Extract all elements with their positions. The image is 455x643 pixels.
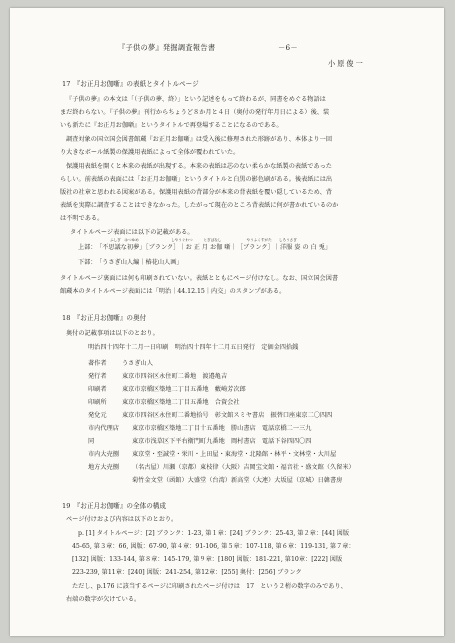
contents-line: 223-239, 第11章：[240] 図版：241-254, 第12章：[255] 奥付：[256] ブランク: [72, 569, 302, 576]
page-number: －6－: [278, 43, 298, 52]
contents-line: 45-65, 第３章：66, 図版：67-90, 第４章：91-106, 第５章：107-118, 第６章：119-131, 第７章：: [72, 543, 355, 550]
document-title: 『子供の夢』発掘調査報告書: [118, 43, 216, 52]
title-upper-ruby: ふしぎ はつゆめ しやうぐわつ とぎばなし やうふくすがた しろうさぎ: [110, 238, 297, 242]
title-lower-label: 下部：: [78, 259, 97, 266]
colophon-label: 発行者: [88, 373, 107, 380]
document-page: [10, 8, 444, 636]
contents-line: [132] 図版：133-144, 第８章：145-179, 第９章：[180] 図版：181-221, 第10章：[222] 図版: [72, 556, 343, 563]
sec17-p1-line1: 『子供の夢』の本文は「（子供の夢、終）」という記述をもって終わるが、同書をめぐる物語は: [66, 96, 326, 103]
colophon-label: 印刷所: [88, 399, 107, 406]
colophon-label: 印刷者: [88, 386, 107, 393]
sec17-p3-line5: は不明である。: [60, 215, 104, 222]
colophon-value: 東京市京橋区築地二丁目十五番地 勝山書店 電話京橋二一三九: [132, 425, 312, 432]
colophon-dates: 明治四十四年十二月一日印刷 明治四十四年十二月五日発行 定価金四拾銭: [88, 344, 299, 351]
colophon-value: 東京市浅草区下平右衛門町九番地 岡村書店 電話下谷四四〇四: [132, 438, 312, 445]
author-name: 小原俊一: [328, 59, 365, 68]
title-upper-label: 上部：: [78, 244, 97, 251]
colophon-value: 東京市京橋区築地二丁目五番地 藪崎芳次郎: [122, 386, 246, 393]
colophon-label: 市内大売捌: [88, 451, 119, 458]
colophon-value: （名古屋）川瀬（京都）東枝律（大阪）吉岡宝文館・福音社・盛文館（久留米）: [132, 464, 355, 471]
sec17-p5-line2: 館蔵本のタイトルページ表面には「明治｜44.12.15｜内交」のスタンプがある。: [60, 288, 286, 295]
sec17-p2-line1: 調査対象の国立国会図書館蔵『お正月お伽噺』は受入後に修理された形跡があり、本体より一回: [66, 136, 333, 143]
colophon-label: 地方大売捌: [88, 464, 119, 471]
section-17-heading: 17 『お正月お伽噺』の表紙とタイトルページ: [62, 80, 199, 88]
section-19-heading: 19 『お正月お伽噺』の全体の構成: [62, 502, 166, 510]
colophon-value: 東京市京橋区築地二丁目五番地 合資会社: [122, 399, 240, 406]
colophon-label: 市内代理店: [88, 425, 119, 432]
sec17-p1-line3: いも新たに『お正月お伽噺』というタイトルで再登場することになるのである。: [60, 122, 283, 129]
sec18-intro: 奥付の記載事項は以下のとおり。: [66, 330, 159, 337]
sec19-note-line1: ただし、p.176 に該当するページに印刷されたページ付けは 17 という２桁の数字のみであり、: [72, 583, 347, 590]
colophon-value: 東京堂・至誠堂・栄川・上田屋・東海堂・北隆館・林平・文林堂・大川屋: [132, 451, 337, 458]
sec17-p1-line2: まだ終わらない。『子供の夢』刊行からちょうど８か月と４日（奥付の発行年月日による）後、装: [60, 109, 330, 116]
section-18-heading: 18 『お正月お伽噺』の奥付: [62, 314, 147, 322]
sec19-note-line2: 右端の数字が欠けている。: [66, 596, 141, 603]
colophon-value: 菊竹金文堂（函館）大盛堂（台湾）新高堂（大連）大坂屋（京城）日韓書房: [132, 477, 343, 484]
sec17-p2-line2: り大きなボール紙製の保護用表紙によって全体が覆われていた。: [60, 149, 240, 156]
colophon-value: 東京市四谷区永住町二番地 渡邉亀吉: [122, 373, 228, 380]
colophon-value: うさぎ山人: [122, 360, 153, 367]
sec17-p3-line4: 表紙を実際に調査することはできなかった。したがって現在のところ背表紙に何が書かれているのか: [60, 202, 339, 209]
colophon-value: 東京市四谷区永住町二番地拾号 彰文館スミヤ書店 振替口座東京二〇四四: [122, 412, 333, 419]
sec17-p5-line1: タイトルページ裏面には何も印刷されていない。表紙とともにページ付けなし。なお、国立国会図書: [60, 275, 339, 282]
sec17-p4: タイトルページ表面には以下の記載がある。: [70, 229, 194, 236]
title-lower-text: 「うさぎ山人編｜椿花山人画」: [96, 259, 183, 266]
contents-line: p. [1] タイトルページ：[2] ブランク：1-23, 第１章：[24] ブランク：25-43, 第２章：[44] 図版: [78, 530, 350, 537]
colophon-label: 同: [88, 438, 95, 445]
colophon-label: 発兌元: [88, 412, 107, 419]
sec17-p3-line2: らしい。前表紙の表面には「お正月お伽噺」というタイトルと白黒の影色刷がある。後表紙には出: [60, 176, 333, 183]
colophon-label: 著作者: [88, 360, 107, 367]
sec17-p3-line1: 保護用表紙を開くと本来の表紙が出現する。本来の表紙は芯のない柔らかな紙製の表紙であった: [66, 163, 332, 170]
title-upper-text: 「不思議な初夢」［ブランク］｜お 正 月 お伽 噺｜［ブランク］｜洋服 姿 の 白 兎」: [96, 244, 332, 251]
sec19-intro: ページ付けおよび内容は以下のとおり。: [66, 516, 178, 523]
sec17-p3-line3: 版社の社章と思われる図案がある。保護用表紙の背部分が本来の背表紙を覆い隠しているため、背: [60, 189, 332, 196]
